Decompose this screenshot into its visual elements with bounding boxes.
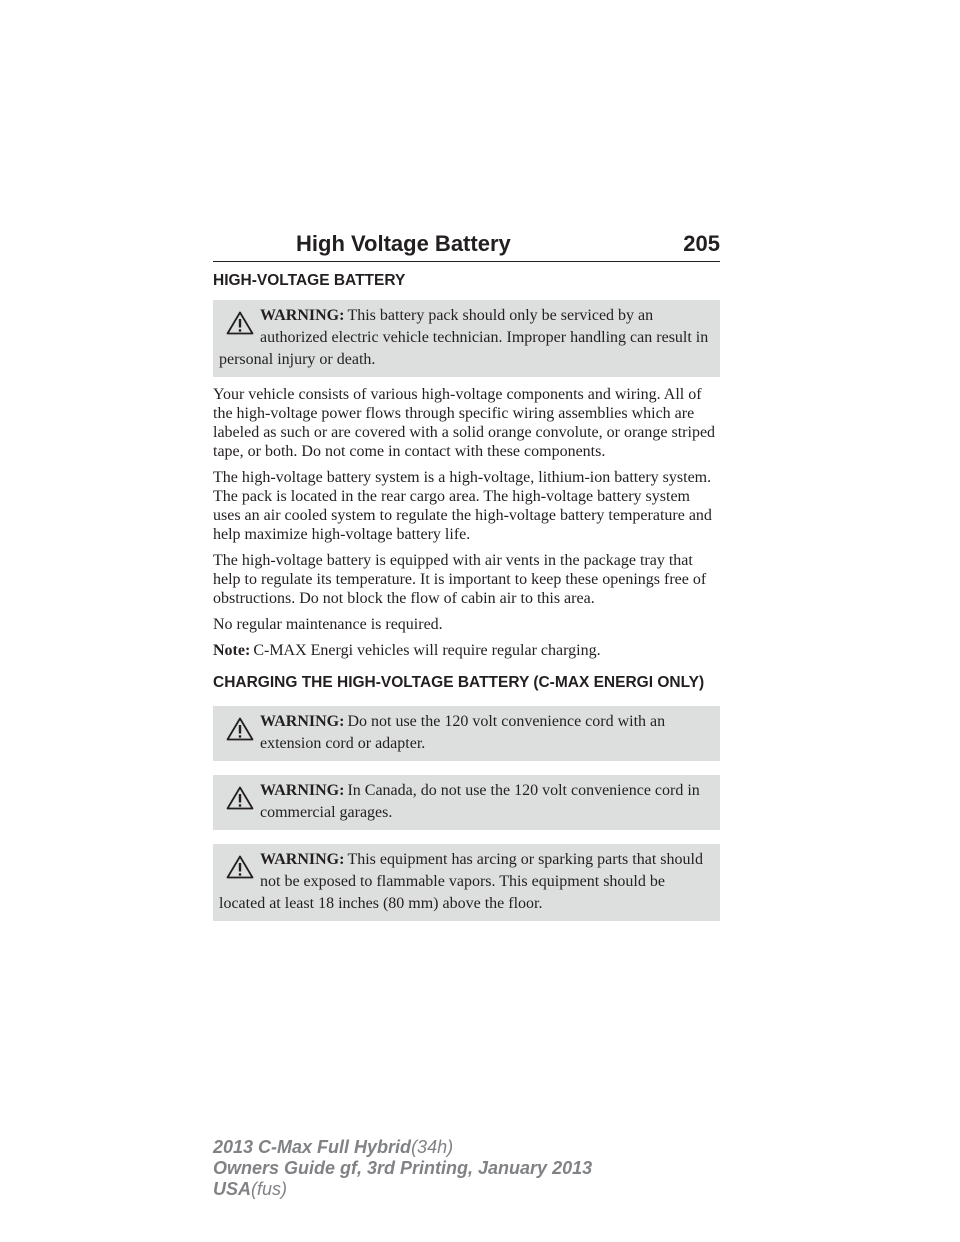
warning-box: [213, 844, 720, 921]
warning-triangle-icon: [226, 311, 254, 335]
paragraph: The high-voltage battery is equipped with air vents in the package tray that help to regulate its temperature. It is important to keep these openings free of obstructions. Do not block the flow of cabin air to this area.: [213, 552, 707, 607]
page-content: [213, 271, 720, 929]
warning-label: WARNING:: [260, 782, 345, 799]
paragraph: The high-voltage battery system is a high-voltage, lithium-ion battery system. The pack is located in the rear cargo area. The high-voltage battery system uses an air cooled system to regulate the high-voltage battery temperature and help maximize high-voltage battery life.: [213, 469, 712, 543]
warning-body: This battery pack should only be serviced by an authorized electric vehicle technician. Improper handling can result in personal injury or death.: [219, 307, 709, 368]
warning-text: [219, 711, 715, 755]
note-text: C-MAX Energi vehicles will require regular charging.: [253, 642, 601, 659]
warning-body: In Canada, do not use the 120 volt convenience cord in commercial garages.: [260, 782, 700, 821]
footer-line: [213, 1179, 592, 1200]
document-footer: [213, 1137, 592, 1200]
warning-triangle-icon: [226, 855, 254, 879]
warning-text: [219, 849, 715, 915]
paragraph: Your vehicle consists of various high-voltage components and wiring. All of the high-voltage power flows through specific wiring assemblies which are labeled as such or are covered with a solid orange convolute, or orange striped tape, or both. Do not come in contact with these components.: [213, 386, 716, 460]
paragraph: No regular maintenance is required.: [213, 616, 443, 633]
footer-model: 2013 C-Max Full Hybrid: [213, 1137, 412, 1157]
note-label: Note:: [213, 642, 251, 659]
warning-label: WARNING:: [260, 307, 345, 324]
warning-body: Do not use the 120 volt convenience cord with an extension cord or adapter.: [260, 713, 666, 752]
warning-label: WARNING:: [260, 851, 345, 868]
footer-market-code: (fus): [251, 1179, 288, 1199]
warning-text: [219, 305, 715, 371]
warning-box: [213, 300, 720, 377]
warning-body: This equipment has arcing or sparking parts that should not be exposed to flammable vapors. This equipment should be located at least 18 inches (80 mm) above the floor.: [219, 851, 703, 912]
section-heading: HIGH-VOLTAGE BATTERY: [213, 272, 406, 289]
section-title: High Voltage Battery: [296, 231, 511, 256]
section-heading: CHARGING THE HIGH-VOLTAGE BATTERY (C-MAX ENERGI ONLY): [213, 674, 705, 691]
footer-line: [213, 1137, 592, 1158]
footer-guide-info: Owners Guide gf, 3rd Printing, January 2013: [213, 1158, 593, 1178]
warning-text: [219, 780, 715, 824]
warning-box: [213, 706, 720, 761]
warning-triangle-icon: [226, 786, 254, 810]
note-paragraph: [213, 641, 720, 660]
warning-label: WARNING:: [260, 713, 345, 730]
footer-market: USA: [213, 1179, 252, 1199]
page-number: 205: [683, 231, 720, 256]
footer-model-code: (34h): [411, 1137, 454, 1157]
warning-box: [213, 775, 720, 830]
page-header: [213, 231, 720, 262]
warning-triangle-icon: [226, 717, 254, 741]
